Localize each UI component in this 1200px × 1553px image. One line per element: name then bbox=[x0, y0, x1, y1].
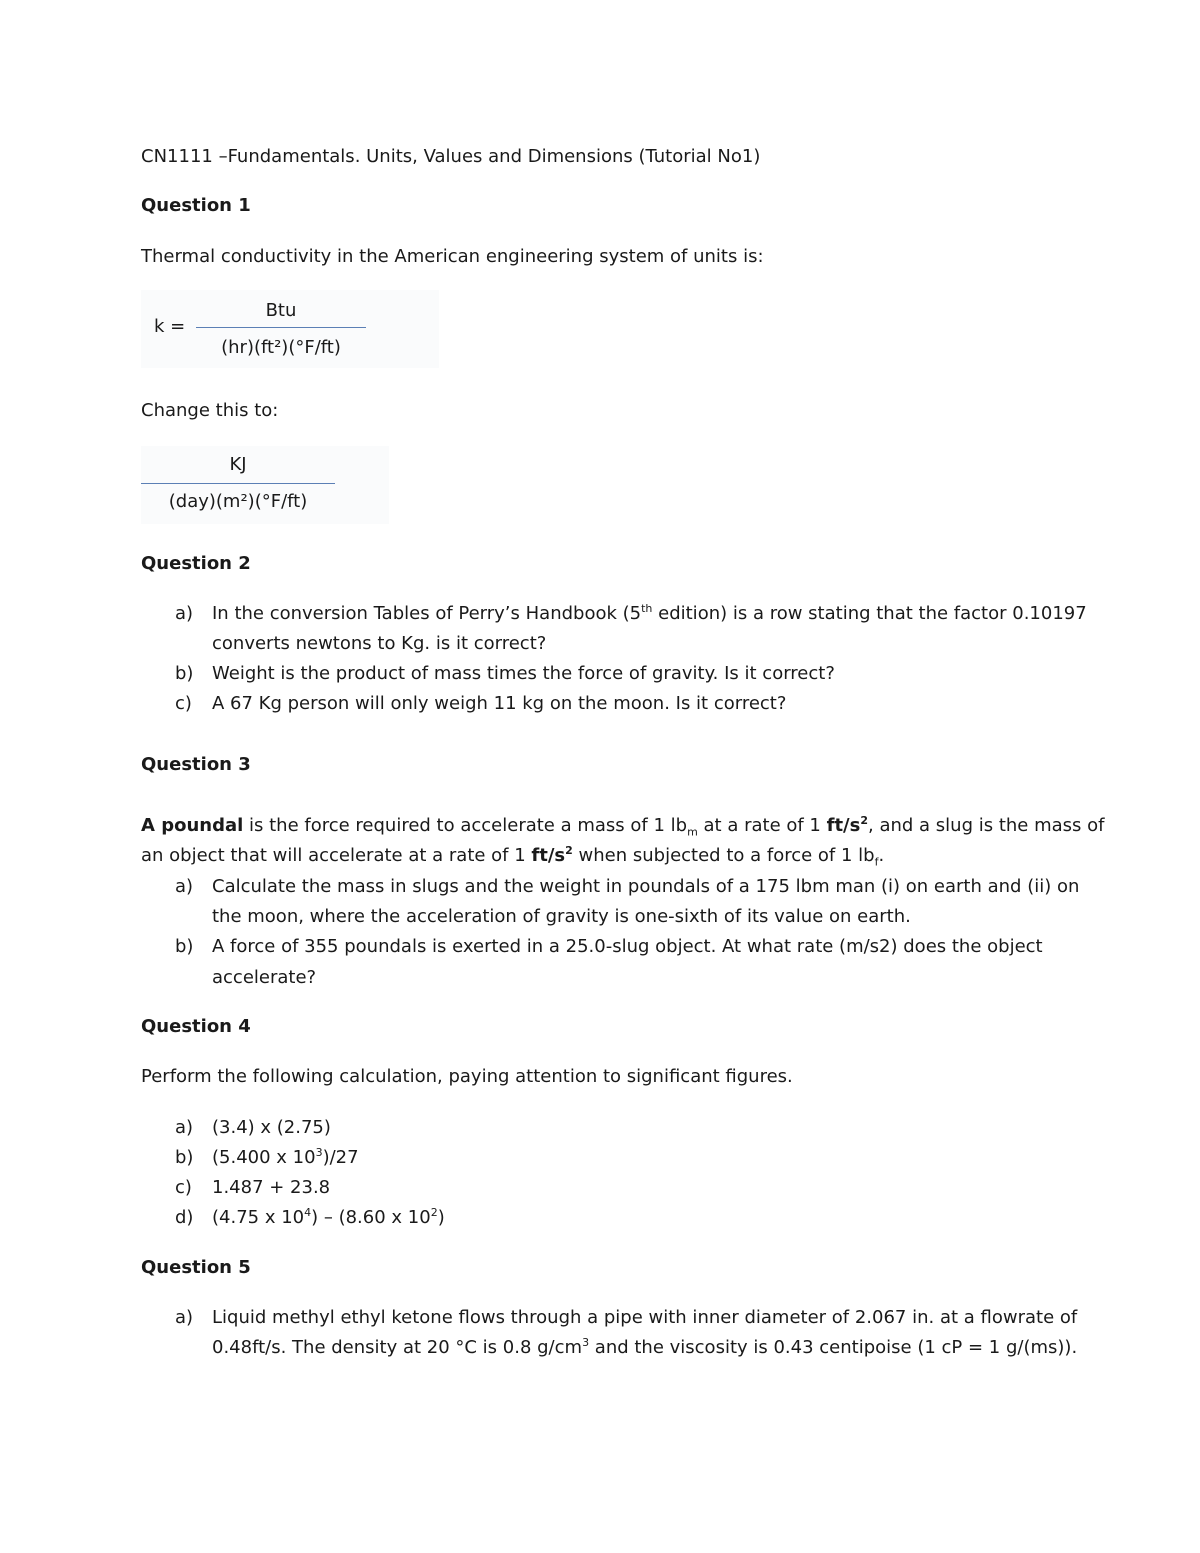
q2-a-label: a) bbox=[175, 603, 194, 624]
q5-a-line-2: 0.48ft/s. The density at 20 °C is 0.8 $g/cm^3$ and the viscosity is 0.43 centipoise (1 cP = 1 g/(ms)). bbox=[212, 1336, 1078, 1358]
q4-c-label: c) bbox=[175, 1177, 192, 1198]
question-1-intro: Thermal conductivity in the American engineering system of units is: bbox=[141, 246, 764, 267]
q4-c-text: 1.487 + 23.8 bbox=[212, 1177, 331, 1198]
q3-paragraph-line-1: A poundal is the force required to accelerate a mass of 1 $lb_m$ at a rate of 1 $ft/s^2$, and a slug is the mass of bbox=[141, 814, 1105, 839]
q3-a-line-1: Calculate the mass in slugs and the weight in poundals of a 175 lbm man (i) on earth and (ii) on bbox=[212, 876, 1080, 897]
q3-b-line-2: accelerate? bbox=[212, 967, 317, 988]
q3-paragraph-line-2: an object that will accelerate at a rate of 1 $ft/s^2$ when subjected to a force of 1 $lb_f$. bbox=[141, 844, 885, 869]
q5-a-line-1: Liquid methyl ethyl ketone flows through a pipe with inner diameter of 2.067 in. at a flowrate of bbox=[212, 1307, 1078, 1328]
q2-b-text: Weight is the product of mass times the force of gravity. Is it correct? bbox=[212, 663, 835, 684]
target-numerator: KJ bbox=[229, 454, 247, 475]
question-1-heading: Question 1 bbox=[141, 195, 251, 216]
question-4-heading: Question 4 bbox=[141, 1016, 251, 1037]
q3-b-label: b) bbox=[175, 936, 194, 957]
q3-a-line-2: the moon, where the acceleration of gravity is one-sixth of its value on earth. bbox=[212, 906, 911, 927]
q4-b-label: b) bbox=[175, 1147, 194, 1168]
q4-d-text: (4.75 x $10^4) - (8.60$ x $10^2$) bbox=[212, 1206, 445, 1228]
document-title: CN1111 –Fundamentals. Units, Values and Dimensions (Tutorial No1) bbox=[141, 146, 761, 167]
question-5-heading: Question 5 bbox=[141, 1257, 251, 1278]
q3-b-line-1: A force of 355 poundals is exerted in a 25.0-slug object. At what rate (m/s2) does the object bbox=[212, 936, 1043, 957]
change-instruction: Change this to: bbox=[141, 400, 279, 421]
q4-a-text: (3.4) x (2.75) bbox=[212, 1117, 331, 1138]
q2-c-label: c) bbox=[175, 693, 192, 714]
target-fraction-bar bbox=[141, 483, 335, 484]
q4-b-text: (5.400 x $10^3)/27$ bbox=[212, 1146, 359, 1168]
target-denominator: (day)(m²)(°F/ft) bbox=[168, 491, 308, 512]
k-label: k = bbox=[154, 316, 186, 337]
q2-c-text: A 67 Kg person will only weigh 11 kg on the moon. Is it correct? bbox=[212, 693, 787, 714]
q3-a-label: a) bbox=[175, 876, 194, 897]
question-2-heading: Question 2 bbox=[141, 553, 251, 574]
q2-a-line-1: In the conversion Tables of Perry’s Handbook (5th edition) is a row stating that the factor 0.10197 bbox=[212, 602, 1087, 624]
q4-a-label: a) bbox=[175, 1117, 194, 1138]
q5-a-label: a) bbox=[175, 1307, 194, 1328]
q2-a-line-2: converts newtons to Kg. is it correct? bbox=[212, 633, 547, 654]
q4-d-label: d) bbox=[175, 1207, 194, 1228]
q2-b-label: b) bbox=[175, 663, 194, 684]
question-3-heading: Question 3 bbox=[141, 754, 251, 775]
question-4-intro: Perform the following calculation, paying attention to significant figures. bbox=[141, 1066, 793, 1087]
k-numerator: Btu bbox=[265, 300, 297, 321]
k-denominator: (hr)(ft²)(°F/ft) bbox=[221, 337, 341, 358]
k-fraction-bar bbox=[196, 327, 366, 328]
